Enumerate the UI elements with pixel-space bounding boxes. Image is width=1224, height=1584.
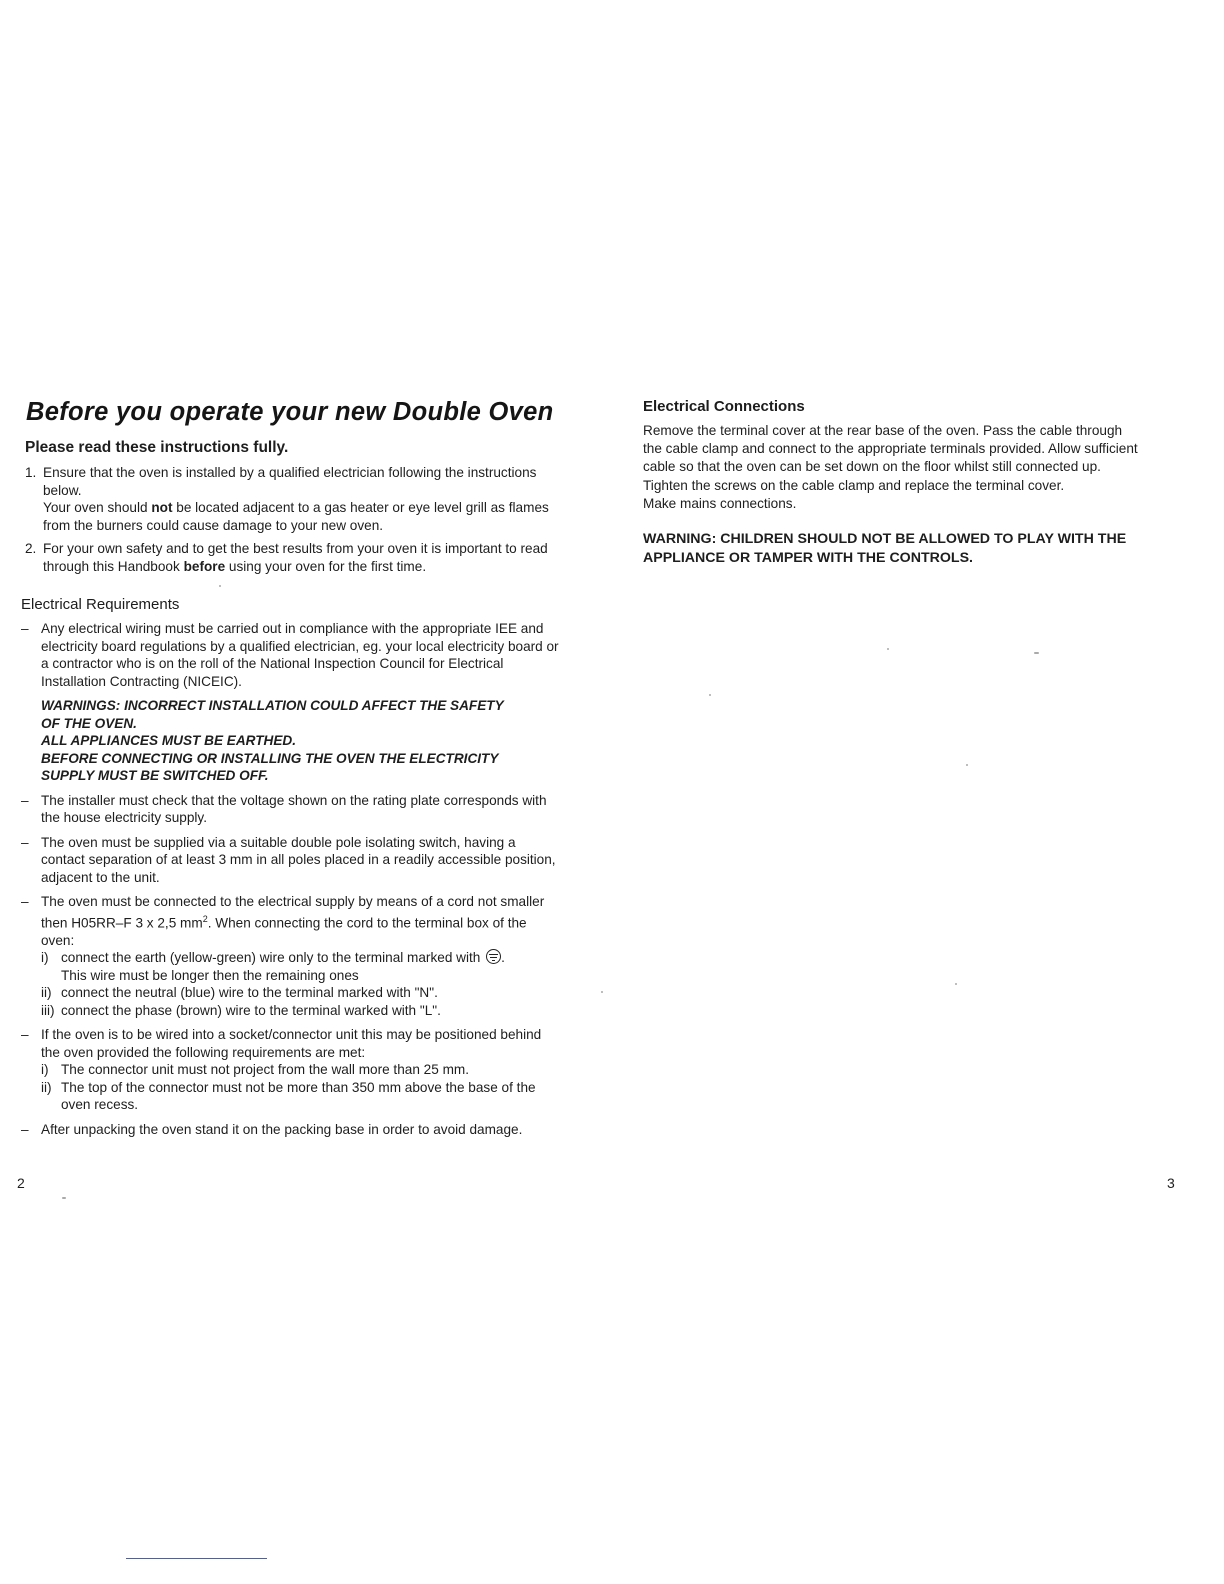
text-line: Tighten the screws on the cable clamp and replace the terminal cover. [643,477,1065,493]
sub-list-item: i) connect the earth (yellow-green) wire only to the terminal marked with . This wire must be longer then the remaining ones [41,950,505,983]
page-subtitle: Please read these instructions fully. [25,439,289,456]
sub-list-item: i) The connector unit must not project from the wall more than 25 mm. [41,1062,469,1078]
text-line: Make mains connections. [643,495,797,511]
sub-list [41,949,560,1019]
earth-ground-icon [486,949,501,964]
list-item: – The oven must be connected to the electrical supply by means of a cord not smaller then H05RR–F 3 x 2,5 $mm^2$. When connecting the cord to the terminal box of the oven: i) connect the earth (yellow-green) wire only to the terminal marked with . This wire must be longer then the remaining ones ii) connect the neutral (blue) wire to the terminal marked with "N". iii) connect the phase (brown) wire to the terminal warked with "L". [20,893,560,1019]
warning-line: BEFORE CONNECTING OR INSTALLING THE OVEN THE ELECTRICITY [41,750,499,766]
scan-line-artifact [126,1558,267,1559]
text-line: the cable clamp and connect to the appropriate terminals provided. Allow sufficient [643,441,1138,457]
list-text: For your own safety and to get the best results from your oven it is important to read through this Handbook before using your oven for the first time. [43,541,548,574]
page-number-right: 3 [1167,1175,1175,1191]
list-item: – Any electrical wiring must be carried out in compliance with the appropriate IEE and electricity board regulations by a qualified electrician, eg. your local electricity board or a contractor who is on the roll of the National Inspection Council for Electrical Installation Contracting (NICEIC). WARNINGS: INCORRECT INSTALLATION COULD AFFECT THE SAFETY OF THE OVEN. ALL APPLIANCES MUST BE EARTHED. BEFORE CONNECTING OR INSTALLING THE OVEN THE ELECTRICITY SUPPLY MUST BE SWITCHED OFF. [21,621,559,783]
list-text: After unpacking the oven stand it on the packing base in order to avoid damage. [41,1121,523,1137]
scan-speck [709,694,711,696]
sub-list-item: ii) connect the neutral (blue) wire to the terminal marked with "N". [41,985,438,1001]
list-text: Ensure that the oven is installed by a qualified electrician following the instructions below. [43,465,537,498]
sub-list-item: iii) connect the phase (brown) wire to the terminal warked with "L". [41,1002,441,1018]
section-heading: Electrical Connections [643,398,805,415]
sub-list [41,1061,560,1114]
list-number: 2. [25,541,37,556]
text-line: cable so that the oven can be set down on the floor whilst still connected up. [643,459,1101,475]
list-item: – The installer must check that the voltage shown on the rating plate corresponds with the house electricity supply. [20,792,560,827]
list-item [20,464,560,534]
list-text: If the oven is to be wired into a socket/connector unit this may be positioned behind the oven provided the following requirements are met: [41,1027,542,1060]
list-text: The installer must check that the voltage shown on the rating plate corresponds with the house electricity supply. [41,792,547,825]
warning-block [41,697,560,785]
warning-line: APPLIANCE OR TAMPER WITH THE CONTROLS. [643,549,973,566]
list-text: The oven must be connected to the electrical supply by means of a cord not smaller then H05RR–F 3 x 2,5 $mm^2$. When connecting the cord to the terminal box of the oven: [41,894,545,948]
scan-speck [955,983,957,985]
warning-line: OF THE OVEN. [41,715,137,731]
list-text: Your oven should not be located adjacent to a gas heater or eye level grill as flames from the burners could cause damage to your new oven. [43,500,549,533]
text-line: Remove the terminal cover at the rear base of the oven. Pass the cable through [643,423,1123,438]
scan-speck [62,1197,66,1199]
connections-text [643,422,1182,513]
page-title: Before you operate your new Double Oven [26,398,554,426]
list-item: – After unpacking the oven stand it on the packing base in order to avoid damage. [20,1121,560,1139]
section-heading: Electrical Requirements [21,596,180,613]
child-warning [643,530,1182,567]
scan-speck [887,648,889,650]
scan-speck [219,585,221,587]
list-item: – The oven must be supplied via a suitable double pole isolating switch, having a contact separation of at least 3 mm in all poles placed in a readily accessible position, adjacent to the unit. [20,834,560,887]
list-item: – If the oven is to be wired into a socket/connector unit this may be positioned behind the oven provided the following requirements are met: i) The connector unit must not project from the wall more than 25 mm. ii) The top of the connector must not be more than 350 mm above the base of the oven recess. [20,1026,560,1114]
warning-line: WARNINGS: INCORRECT INSTALLATION COULD AFFECT THE SAFETY [41,698,504,713]
left-page [20,396,560,1145]
requirements-list [20,620,560,1138]
scan-speck [966,764,968,766]
scan-speck [601,991,603,993]
sub-list-item: ii) The top of the connector must not be more than 350 mm above the base of the oven recess. [41,1079,536,1113]
warning-line: SUPPLY MUST BE SWITCHED OFF. [41,768,269,783]
list-item [20,540,560,575]
numbered-list [20,464,560,575]
warning-line: ALL APPLIANCES MUST BE EARTHED. [41,733,297,748]
warning-line: WARNING: CHILDREN SHOULD NOT BE ALLOWED TO PLAY WITH THE [643,531,1127,548]
right-page [642,397,1182,567]
list-text: The oven must be supplied via a suitable double pole isolating switch, having a contact separation of at least 3 mm in all poles placed in a readily accessible position, adjacent to the unit. [41,834,556,885]
page-number-left: 2 [17,1175,25,1191]
list-number: 1. [25,465,37,480]
list-text: Any electrical wiring must be carried out in compliance with the appropriate IEE and electricity board regulations by a qualified electrician, eg. your local electricity board or a contractor who is on the roll of the National Inspection Council for Electrical Installation Contracting (NICEIC). [41,621,559,689]
scan-speck [1034,652,1039,654]
